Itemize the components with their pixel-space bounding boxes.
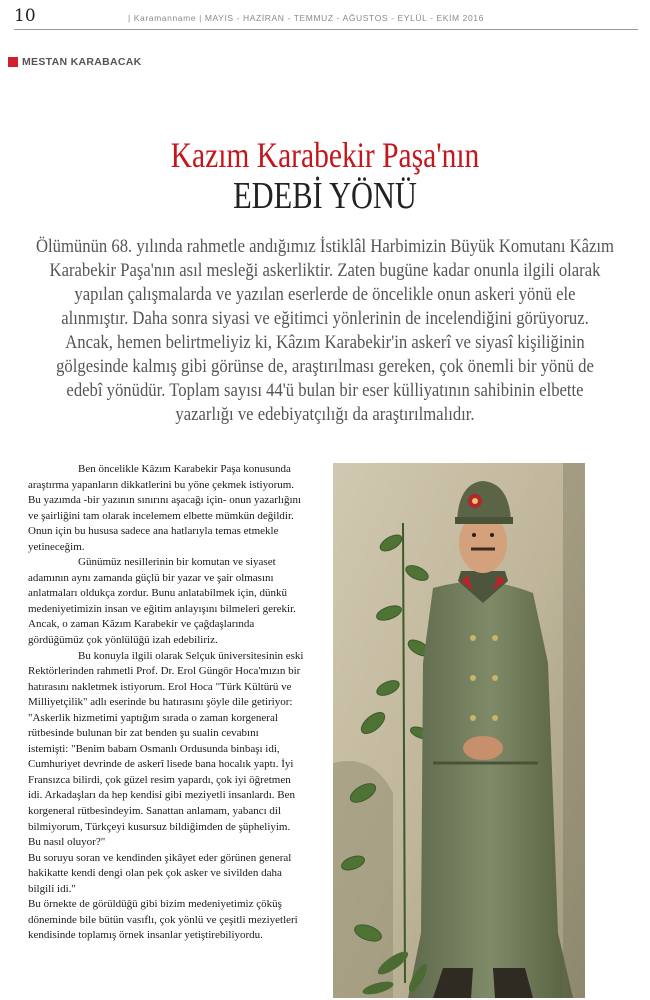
body-line: bilgili idi." [28,882,76,895]
body-line: yetineceğim. [28,540,85,553]
body-line: Bu nasıl oluyor?" [28,836,106,849]
body-line: gördüğümüz çok yönlülüğü izah edebiliriz. [28,634,218,647]
body-line: Bu konuyla ilgili olarak Selçuk üniversitesinin eski [78,649,304,662]
page-number: 10 [14,6,36,26]
body-line: medeniyetimizin insan ve eğitim anlayışını bilmeleri gerekir. [28,602,296,615]
body-line: idi. Arkadaşları da hep kendisi gibi meziyetli insanlardı. Ben [28,789,295,802]
lead-line: yazarlığı ve edebiyatçılığı da araştırılmalıdır. [175,405,475,425]
author-marker-square [8,57,18,67]
body-line: kendisinde toplamış örnek insanlar yetiştirebiliyordu. [28,929,263,942]
body-line: Bu örnekte de görüldüğü gibi bizim medeniyetimiz çöküş [28,898,282,911]
portrait-photo [333,463,585,998]
body-line: Onun için bu hususa sadece ana hatlarıyla temas etmekle [28,525,279,538]
body-line: Rektörlerinden rahmetli Prof. Dr. Erol Güngör Hoca'mızın bir [28,665,301,678]
body-line: ve şairliğini tam olarak incelemem elbette mümkün değildir. [28,509,294,522]
running-head: | Karamanname | MAYIS - HAZİRAN - TEMMUZ - AĞUSTOS - EYLÜL - EKİM 2016 [128,13,484,23]
lead-line: Ölümünün 68. yılında rahmetle andığımız İstiklâl Harbimizin Büyük Komutanı Kâzım [35,237,615,257]
lead-line: Ancak, hemen belirtmeliyiz ki, Kâzım Karabekir'in askerî ve siyasî kişiliğinin [65,333,585,353]
body-line: Ben öncelikle Kâzım Karabekir Paşa konusunda [78,463,291,475]
article-title-line-2: EDEBİ YÖNÜ [233,175,417,217]
lead-line: alınmıştır. Daha sonra siyasi ve eğitimci yönlerinin de incelendiğini görüyoruz. [61,309,589,329]
portrait-illustration [333,463,585,998]
body-line: Günümüz nesillerinin bir komutan ve siyaset [78,556,276,569]
body-line: "Askerlik hizmetimi yaptığım sırada o zaman korgeneral [28,711,278,724]
lead-line: edebî yönüdür. Toplam sayısı 44'ü bulan bir eser külliyatının sahibinin elbette [66,381,584,401]
body-line: Ancak, o zaman Kâzım Karabekir ve çağdaşlarında [28,618,255,631]
article-title-line-1: Kazım Karabekir Paşa'nın [170,135,480,175]
lead-line: gölgesinde kalmış gibi görünse de, araştırılması gereken, çok önemli bir yönü de [56,357,594,377]
article-body [28,462,322,944]
lead-line: yapılan çalışmalarda ve yazılan eserlerde de öncelikle onun askeri yönü ele [74,285,576,305]
body-line: adamının aynı zamanda güçlü bir yazar ve şair olmasını [28,571,274,584]
body-line: bilmiyorum, Türkçeyi kusursuz bildiğimden de şüpheliyim. [28,820,291,833]
body-line: Cumhuriyet devrinde de askerî lisede bana hocalık yaptı. İyi [28,758,294,771]
body-line: istemişti: "Benim babam Osmanlı Ordusunda binbaşı idi, [28,742,280,755]
body-line: Milliyetçilik" adlı eserinde bu hatırasını şöyle dile getiriyor: [28,696,293,709]
page-header [0,0,650,36]
header-divider [14,29,638,30]
article-lead [0,235,650,427]
body-line: korgeneral rütbesindeyim. Sanattan anlamam, yabancı dil [28,805,282,818]
body-line: hatırasını nakletmek istiyorum. Erol Hoca "Türk Kültürü ve [28,680,292,693]
lead-line: Karabekir Paşa'nın asıl mesleği askerliktir. Zaten bugüne kadar onunla ilgili olarak [49,261,601,281]
author-byline [8,55,142,69]
body-line: anlatmaları oldukça zordur. Bunu anlatabilmek için, dünkü [28,587,288,600]
body-line: Fransızca bilirdi, çok güzel resim yapardı, çok iyi öğretmen [28,773,291,786]
body-line: hakikatte kendi dengi olan pek çok asker ve sivilden daha [28,867,282,880]
body-line: Bu soruyu soran ve kendinden şikâyet eder görünen general [28,851,292,864]
body-line: döneminde bile bütün vasıflı, çok yönlü ve çeşitli meziyetleri [28,913,298,926]
body-line: Bu yazımda -bir yazının sınırını aşacağı için- onun yazarlığını [28,494,302,507]
author-name: MESTAN KARABACAK [22,56,142,68]
body-line: rütbesinde bulunan bir zat benden şu sualin cevabını [28,727,259,740]
body-line: araştırma yapanların dikkatlerini bu yöne çekmek istiyorum. [28,478,295,491]
